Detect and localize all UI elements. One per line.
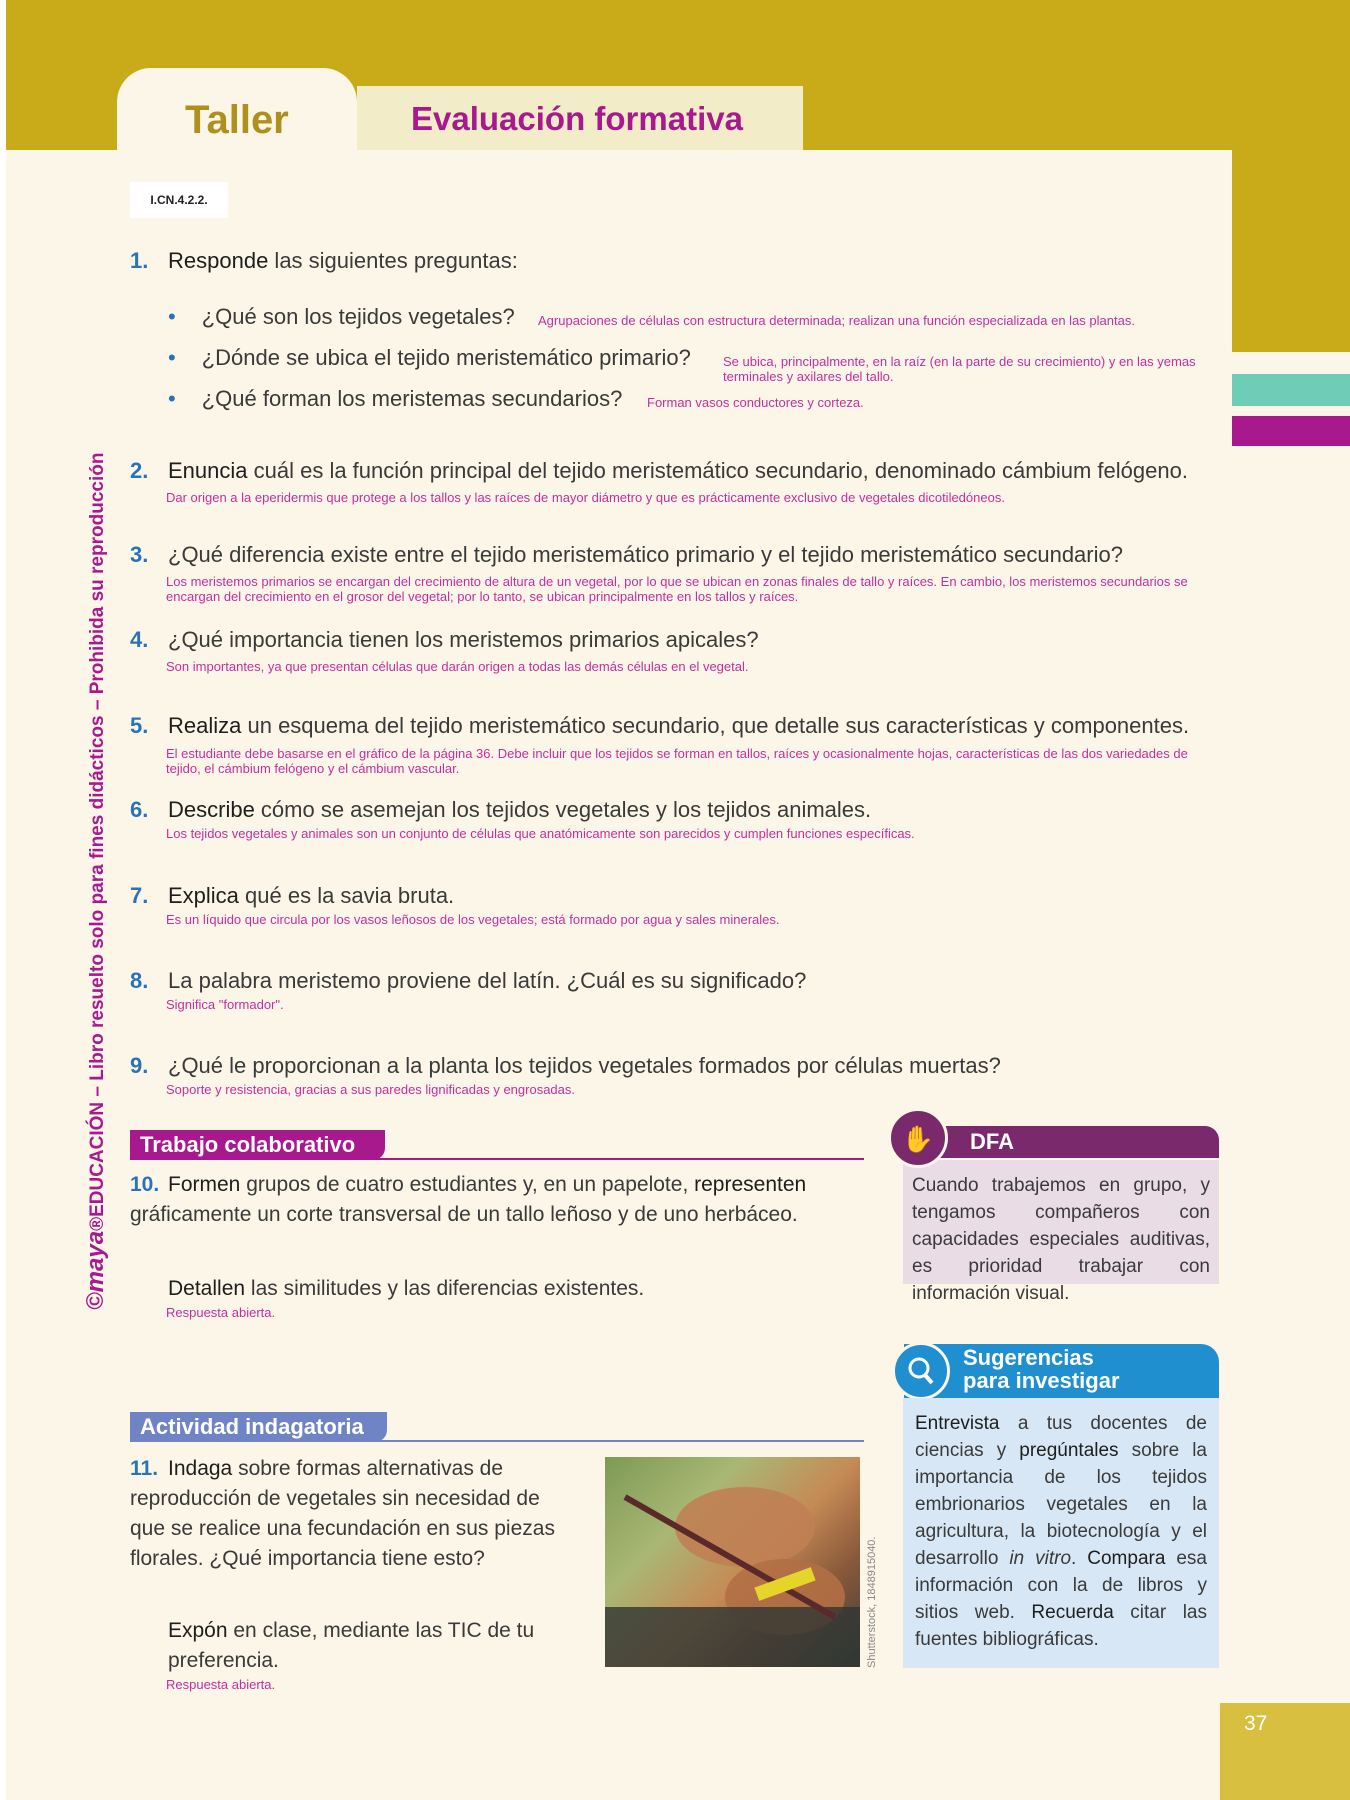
indicator-code: I.CN.4.2.2. xyxy=(130,182,228,218)
tab-evaluacion xyxy=(357,86,803,150)
left-edge xyxy=(0,0,6,1800)
question-10 xyxy=(130,1170,870,1230)
suggest-title xyxy=(963,1346,1120,1392)
question-number: 1. xyxy=(130,248,149,273)
bullet-question: ¿Qué forman los meristemas secundarios? xyxy=(201,386,623,411)
answer-10: Respuesta abierta. xyxy=(166,1305,276,1320)
side-band xyxy=(1232,0,1350,352)
bullet-question: ¿Dónde se ubica el tejido meristemático primario? xyxy=(201,345,691,370)
question-text: cómo se asemejan los tejidos vegetales y los tejidos animales. xyxy=(254,797,872,822)
photo-credit: Shutterstock, 1848915040. xyxy=(866,1536,878,1668)
bullet-icon: • xyxy=(168,345,176,370)
dfa-heading: DFA xyxy=(930,1126,1219,1158)
answer-2: Dar origen a la eperidermis que protege a los tallos y las raíces de mayor diámetro y que es prácticamente exclusivo de vegetales dicotiledóneos. xyxy=(166,490,1005,505)
question-text: un esquema del tejido meristemático secundario, que detalle sus características y componentes. xyxy=(241,713,1190,738)
bullet-icon: • xyxy=(168,386,176,411)
question-5 xyxy=(130,713,1189,739)
suggest-italic: in vitro xyxy=(1009,1548,1072,1569)
tab-taller-label: Taller xyxy=(185,98,289,142)
question-text: qué es la savia bruta. xyxy=(238,883,455,908)
suggest-text xyxy=(915,1410,1207,1653)
question-number: 4. xyxy=(130,627,149,652)
question-verb: Formen xyxy=(168,1173,241,1196)
inquiry-heading: Actividad indagatoria xyxy=(130,1412,387,1442)
question-verb: Describe xyxy=(168,797,255,822)
question-number: 6. xyxy=(130,797,149,822)
question-6 xyxy=(130,797,871,823)
question-verb: Realiza xyxy=(168,713,242,738)
question-number: 11. xyxy=(130,1457,159,1480)
answer-11: Respuesta abierta. xyxy=(166,1677,276,1692)
dfa-text: Cuando trabajemos en grupo, y tengamos compañeros con capacidades especiales auditivas, es prioridad trabajar con información visual. xyxy=(912,1175,1210,1304)
question-verb: Detallen xyxy=(168,1277,246,1300)
hands-icon: ✋ xyxy=(888,1108,948,1168)
question-number: 2. xyxy=(130,458,149,483)
suggest-title-line1: Sugerencias xyxy=(963,1345,1094,1370)
copyright-text: ®EDUCACIÓN – Libro resuelto solo para fines didácticos – Prohibida su reproducción xyxy=(87,452,108,1231)
question-text: las siguientes preguntas: xyxy=(268,248,518,273)
answer-9: Soporte y resistencia, gracias a sus paredes lignificadas y engrosadas. xyxy=(166,1082,575,1097)
tab-evaluacion-label: Evaluación formativa xyxy=(411,100,743,137)
bullet-answer: Agrupaciones de células con estructura determinada; realizan una función especializada en las plantas. xyxy=(538,313,1135,328)
question-11 xyxy=(130,1454,570,1574)
page-number: 37 xyxy=(1244,1712,1268,1735)
bullet-icon: • xyxy=(168,304,176,329)
answer-3: Los meristemos primarios se encargan del crecimiento de altura de un vegetal, por lo que se ubican en zonas finales de tallo y raíces. En cambio, los meristemos secundarios se encargan del crecimiento en el grosor del vegetal; por lo tanto, se ubican principalmente en los tallos y raíces. xyxy=(166,574,1188,604)
question-text: La palabra meristemo proviene del latín. ¿Cuál es su significado? xyxy=(168,968,807,993)
bullet-item xyxy=(168,345,691,371)
question-text: cuál es la función principal del tejido meristemático secundario, denominado cámbium felógeno. xyxy=(247,458,1188,483)
photo-plant-grafting xyxy=(605,1457,860,1667)
question-text: las similitudes y las diferencias existentes. xyxy=(245,1277,645,1300)
suggest-title-line2: para investigar xyxy=(963,1368,1120,1393)
question-number: 3. xyxy=(130,542,149,567)
suggest-text-3: . xyxy=(1071,1548,1088,1569)
magnifier-icon xyxy=(892,1342,950,1400)
question-3 xyxy=(130,542,1123,568)
suggest-verb-2: pregúntales xyxy=(1019,1440,1119,1461)
answer-6: Los tejidos vegetales y animales son un conjunto de células que anatómicamente son parecidos y cumplen funciones específicas. xyxy=(166,826,915,841)
page-number-box xyxy=(1220,1703,1350,1800)
answer-4: Son importantes, ya que presentan células que darán origen a todas las demás células en el vegetal. xyxy=(166,659,749,674)
question-verb-2: representen xyxy=(694,1173,807,1196)
teal-stripe xyxy=(1232,374,1350,406)
magenta-stripe xyxy=(1232,416,1350,446)
question-text: ¿Qué importancia tienen los meristemos primarios apicales? xyxy=(168,627,759,652)
question-verb: Indaga xyxy=(168,1457,233,1480)
suggest-verb-1: Entrevista xyxy=(915,1413,1000,1434)
bullet-answer: Forman vasos conductores y corteza. xyxy=(647,395,864,410)
bullet-answer: Se ubica, principalmente, en la raíz (en la parte de su crecimiento) y en las yemas terminales y axilares del tallo. xyxy=(723,354,1196,384)
question-verb: Responde xyxy=(168,248,269,273)
bullet-item xyxy=(168,386,622,412)
suggest-text-4: esa información con la de libros y sitios web. xyxy=(915,1548,1208,1623)
suggest-text-1: a tus docentes de ciencias y xyxy=(915,1413,1207,1461)
suggest-verb-4: Recuerda xyxy=(1031,1602,1114,1623)
bullet-question: ¿Qué son los tejidos vegetales? xyxy=(201,304,515,329)
question-text: en clase, mediante las TIC de tu preferencia. xyxy=(168,1619,535,1672)
question-7 xyxy=(130,883,454,909)
question-number: 9. xyxy=(130,1053,149,1078)
photo-illustration xyxy=(605,1457,860,1667)
suggest-text-5: citar las fuentes bibliográficas. xyxy=(915,1602,1207,1650)
question-verb: Enuncia xyxy=(168,458,248,483)
question-text: sobre formas alternativas de reproducción de vegetales sin necesidad de que se realice una fecundación en sus piezas florales. ¿Qué importancia tiene esto? xyxy=(130,1457,555,1570)
question-number: 8. xyxy=(130,968,149,993)
copyright-sidebar xyxy=(82,453,110,1310)
collab-heading: Trabajo colaborativo xyxy=(130,1130,385,1160)
question-4 xyxy=(130,627,759,653)
question-11-detail xyxy=(168,1616,588,1676)
question-8 xyxy=(130,968,806,994)
question-2 xyxy=(130,458,1188,484)
magnifier-glyph xyxy=(895,1345,947,1397)
suggest-verb-3: Compara xyxy=(1087,1548,1166,1569)
brand-name: ©maya xyxy=(82,1230,109,1310)
question-number: 7. xyxy=(130,883,149,908)
bullet-item xyxy=(168,304,515,330)
question-text: ¿Qué le proporcionan a la planta los tejidos vegetales formados por células muertas? xyxy=(168,1053,1001,1078)
suggest-text-2: sobre la importancia de los tejidos embrionarios vegetales en la agricultura, la biotecnología y el desarrollo xyxy=(915,1440,1207,1569)
inquiry-rule xyxy=(130,1440,864,1442)
question-text-2: gráficamente un corte transversal de un tallo leñoso y de uno herbáceo. xyxy=(130,1203,798,1226)
question-verb: Explica xyxy=(168,883,239,908)
question-9 xyxy=(130,1053,1001,1079)
question-number: 10. xyxy=(130,1173,160,1196)
question-1 xyxy=(130,248,518,274)
tab-taller xyxy=(117,68,357,154)
answer-8: Significa "formador". xyxy=(166,997,284,1012)
collab-rule xyxy=(130,1158,864,1160)
question-text: grupos de cuatro estudiantes y, en un papelote, xyxy=(240,1173,695,1196)
answer-7: Es un líquido que circula por los vasos leñosos de los vegetales; está formado por agua y sales minerales. xyxy=(166,912,780,927)
answer-5: El estudiante debe basarse en el gráfico de la página 36. Debe incluir que los tejidos se forman en tallos, raíces y ocasionalmente hojas, características de las dos variedades de tejido, el cámbium felógeno y el cámbium vascular. xyxy=(166,746,1188,776)
question-text: ¿Qué diferencia existe entre el tejido meristemático primario y el tejido meristemático secundario? xyxy=(168,542,1123,567)
question-10-detail xyxy=(168,1274,868,1304)
question-number: 5. xyxy=(130,713,149,738)
question-verb: Expón xyxy=(168,1619,228,1642)
